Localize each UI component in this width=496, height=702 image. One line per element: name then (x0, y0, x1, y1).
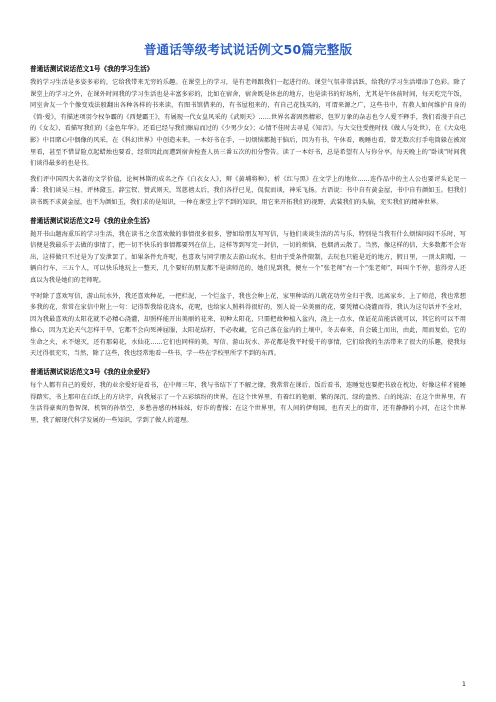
section-2 (30, 217, 466, 361)
section-heading: 普通话测试说话范文1号《我的学习生活》 (30, 65, 154, 73)
document-title: 普通话等级考试说话例文50篇完整版 (143, 42, 353, 57)
paragraph: 每个人都有自己的爱好，我的业余爱好是看书，在中师三年，我与书结下了不解之缘，我常常在课后、饭后看书，连睡觉也要把书放在枕边，好像这样才能睡得踏实，书上那印在白纸上的方块字，向我展示了一个五彩缤纷的世界，在这个世界里，有着红的艳丽、紫的深沉、绿的盎然、白的纯洁；在这个世界里，有生活得豪爽的鲁智深，机智的孙悟空，多愁善感的林妹妹，好诈的曹操；在这个世界里，有人间的伊甸园，也有天上的街市，还有静静的小河，在这个世界里，我了解现代科学发展的一些知识，学到了做人的道理。 (30, 382, 466, 424)
section-heading: 普通话测试说话范文2号《我的业余生活》 (30, 216, 154, 225)
paragraph: 抛开书山题海重压的学习生活，我在读书之余喜欢做的事情很多很多，譬如给朋友写写信，与他们谈谈生活的苦与乐，特别是当我有什么烦恼问闷不乐时，写信便是我最乐于去做的事情了，把一切不快乐的事情都要列在信上，这样等到写完一封信，一切的烦恼，也烟消云散了。当然，像这样的信，大多数都不会寄出，这样做只不过是为了发泄罢了。如果条件允许呢，也喜欢与同学朋友去游山玩水，但由于受条件限制，去玩也只能是近的地方，假日里，一顶太阳帽，一辆自行车，三五个人，可以快乐地玩上一整天，几个要好的朋友都不是读师范的，她们见到我，便左一个“张老师”右一个“张老师”，叫叫个不停，惹得旁人还真以为我是她们的老师呢。 (30, 230, 466, 284)
paragraph: 我的学习生活是多姿多彩的，它给我带来无穷的乐趣。在课堂上的学习，是有老师跟我们一起进行的。课堂气氛非常活跃，给我的学习生活增添了色彩。除了课堂上的学习之外，在课外时间我的学习生活也是丰富多彩的，比如在宿舍，宿舍既是休息的地方，也是读书的好场所，尤其是午休前时间，每天吃完午饭，同室舍友一个个像变戏法般翻出各种各样的书来读，有图书馆借来的，有书屋租来的，有自己花钱买的，可谓来源之广，这些书中，有教人如何维护自身的《简·爱》，有描述项羽令权争霸的《西楚霸王》，有展现一代女皇风采的《武则天》……世界名著固然精彩，包罗万象的杂志也令人爱不释手，我们看漫于自己的《女友》，看描写我们的《金色年华》。还看已经与我们擦肩而过的《少男少女》；心情不佳时去寻觅《知音》。与大交往受挫时找《做人与处世》，在《大众电影》中目睹心中偶像的风采，在《科幻世界》中创造未来。一本好书在手，一切烦恼都抛于脑后，因为有书，午休看，晚睡也看，曾无数次打手电筒躲在被窝里看，甚至不惜冒险点起蜡烛也要看，经常因此而遭到宿舍检查人员三番五次的扣分警告。读了一本好书，总是希望有人与你分享。每天晚上的“卧谈”时间我们谈得最多的也是书。 (30, 79, 466, 168)
paragraph: 我们评中国四大名著的文学价值，论柯林斯的成名之作《白衣女人》，辩《黄埔将种》，析《红与黑》在文学上的地位……连作品中的主人公也要评头论足一番：我们谈吴三桂、评林黛玉、辞宝钗、赞武则天，骂慈禧太后，我们各抒已见，侃侃而谈，神采飞扬。古语说：书中自有黄金屋，书中自有颜如玉。但我们读书既不求黄金屋，也不为颜如玉，我们求的是知识，一种在课堂上学不到的知识，用它来开拓我们的视野，武装我们的头脑，充实我们的精神世界。 (30, 175, 466, 206)
paragraph: 平时除了喜欢写信，游山玩水外，我还喜欢种花，一把栏泥，一个烂盆子，我也会种上花，家里种话的儿就花功劳全归于我，远离家乡，上了师范，我也常想多我的花，常常在家信中附上一句：记得帮我给花浇水，花呢，也给家人照料得很好的，别人说一朵美丽的花，要凭精心浇灌而得，我认为这句话并不全对，因为我最喜欢的太阳花就不必精心浇灌，却照样能开出美丽的花来，初种太阳花，只需把故种植入盆内，浇上一点水，保证花苗能活就可以，其它的可以不用操心，因为无论天气怎样干旱，它都不会向死神屈服，太阳花结籽，不必收藏，它自己落在盆内的土壤中，冬去春来，自会破土而出，由此，周而复始，它的生命之火，永不熄灭，还有那菊花，水仙花……它们也同样的美，写信、游山玩水、养花都是我平时爱干的事情，它们给我的生活带来了很大的乐趣，使我每天过得很充实，当然，除了这些，我也经常地看一些书，学一些在学校里所学不到的东西。 (30, 292, 466, 358)
section-1 (30, 65, 466, 209)
page-number: 1 (461, 680, 466, 688)
section-heading: 普通话测试说话范文3号《我的业余爱好》 (30, 368, 154, 377)
section-3 (30, 368, 466, 426)
